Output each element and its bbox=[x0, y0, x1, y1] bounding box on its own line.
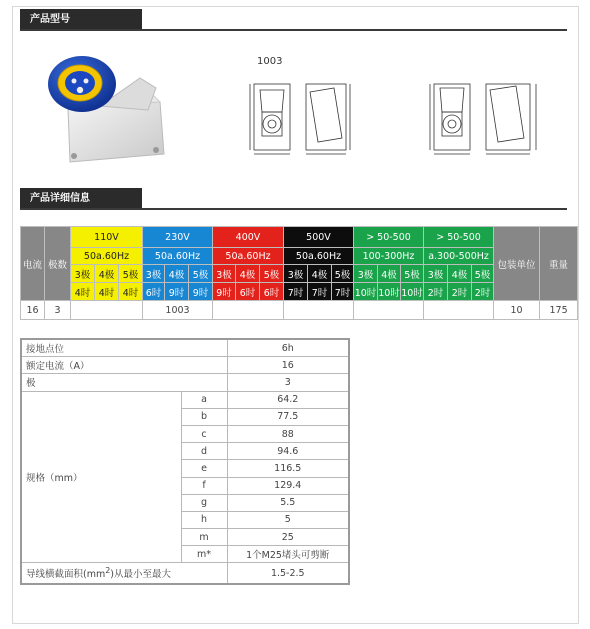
dim-key: d bbox=[181, 443, 227, 460]
section-divider bbox=[20, 208, 567, 210]
hour-cell: 6时 bbox=[236, 283, 260, 301]
freq-cell: 100-300Hz bbox=[354, 248, 424, 265]
dim-value: 116.5 bbox=[227, 460, 349, 477]
dim-value: 5 bbox=[227, 511, 349, 528]
hour-cell: 10时 bbox=[354, 283, 378, 301]
hour-cell: 10时 bbox=[378, 283, 401, 301]
spec-value-poles: 3 bbox=[227, 374, 349, 391]
hour-cell: 6时 bbox=[260, 283, 284, 301]
pole-cell: 5极 bbox=[189, 265, 213, 283]
voltage-400v: 400V bbox=[213, 227, 284, 248]
data-empty-cell bbox=[424, 301, 494, 320]
pole-cell: 4极 bbox=[308, 265, 332, 283]
header-poles: 极数 bbox=[45, 227, 71, 301]
dim-value: 77.5 bbox=[227, 408, 349, 425]
data-current: 16 bbox=[21, 301, 45, 320]
header-weight: 重量 bbox=[540, 227, 578, 301]
freq-cell: 50a.60Hz bbox=[71, 248, 143, 265]
freq-cell: 50a.60Hz bbox=[213, 248, 284, 265]
pole-cell: 4极 bbox=[236, 265, 260, 283]
voltage-230v: 230V bbox=[143, 227, 213, 248]
pole-cell: 4极 bbox=[378, 265, 401, 283]
hour-cell: 2时 bbox=[424, 283, 448, 301]
pole-cell: 5极 bbox=[472, 265, 494, 283]
hour-cell: 9时 bbox=[165, 283, 189, 301]
wire-label-pre: 导线横截面积(mm bbox=[26, 569, 106, 581]
section-title-detail: 产品详细信息 bbox=[20, 188, 142, 210]
freq-cell: 50a.60Hz bbox=[284, 248, 354, 265]
pole-cell: 3极 bbox=[354, 265, 378, 283]
freq-cell: 50a.60Hz bbox=[143, 248, 213, 265]
voltage-50-500-a: > 50-500 bbox=[354, 227, 424, 248]
spec-label-wire bbox=[21, 563, 227, 585]
technical-drawing-2 bbox=[424, 78, 554, 158]
spec-value-wire: 1.5-2.5 bbox=[227, 563, 349, 585]
hour-cell: 6时 bbox=[143, 283, 165, 301]
hour-cell: 2时 bbox=[472, 283, 494, 301]
spec-label-ground: 接地点位 bbox=[21, 339, 227, 357]
section-header-model bbox=[20, 9, 567, 31]
dim-key: b bbox=[181, 408, 227, 425]
voltage-110v: 110V bbox=[71, 227, 143, 248]
pole-cell: 4极 bbox=[165, 265, 189, 283]
pole-cell: 4极 bbox=[448, 265, 472, 283]
spec-value-ground: 6h bbox=[227, 339, 349, 357]
spec-table bbox=[20, 338, 350, 585]
dim-key: a bbox=[181, 391, 227, 408]
dim-key: c bbox=[181, 425, 227, 442]
pole-cell: 3极 bbox=[143, 265, 165, 283]
product-socket-image bbox=[40, 48, 168, 166]
hour-cell: 2时 bbox=[448, 283, 472, 301]
hour-cell: 4时 bbox=[71, 283, 95, 301]
pole-cell: 4极 bbox=[95, 265, 119, 283]
data-empty-cell bbox=[354, 301, 424, 320]
dim-value: 129.4 bbox=[227, 477, 349, 494]
data-model: 1003 bbox=[143, 301, 213, 320]
pole-cell: 5极 bbox=[332, 265, 354, 283]
dim-value: 25 bbox=[227, 529, 349, 546]
hour-cell: 4时 bbox=[95, 283, 119, 301]
wire-label-post: )从最小至最大 bbox=[110, 569, 171, 581]
hour-cell: 7时 bbox=[332, 283, 354, 301]
freq-cell: a.300-500Hz bbox=[424, 248, 494, 265]
pole-cell: 5极 bbox=[260, 265, 284, 283]
spec-label-poles: 极 bbox=[21, 374, 227, 391]
data-poles: 3 bbox=[45, 301, 71, 320]
dim-key: h bbox=[181, 511, 227, 528]
pole-cell: 5极 bbox=[119, 265, 143, 283]
data-empty-cell bbox=[71, 301, 143, 320]
dim-key: m* bbox=[181, 546, 227, 563]
section-title-model: 产品型号 bbox=[20, 9, 142, 31]
dim-value: 88 bbox=[227, 425, 349, 442]
hour-cell: 7时 bbox=[284, 283, 308, 301]
hour-cell: 4时 bbox=[119, 283, 143, 301]
wire-label-sup: 2 bbox=[105, 566, 111, 576]
dim-key: e bbox=[181, 460, 227, 477]
diagram-model-label: 1003 bbox=[257, 56, 283, 67]
dim-value: 94.6 bbox=[227, 443, 349, 460]
dim-key: m bbox=[181, 529, 227, 546]
pole-cell: 3极 bbox=[71, 265, 95, 283]
hour-cell: 10时 bbox=[401, 283, 424, 301]
hour-cell: 9时 bbox=[189, 283, 213, 301]
technical-drawing-1 bbox=[246, 78, 356, 158]
header-current: 电流 bbox=[21, 227, 45, 301]
dim-key: f bbox=[181, 477, 227, 494]
spec-value-current: 16 bbox=[227, 357, 349, 374]
product-detail-table bbox=[20, 226, 578, 320]
pole-cell: 3极 bbox=[213, 265, 236, 283]
header-package: 包装单位 bbox=[494, 227, 540, 301]
dim-value: 64.2 bbox=[227, 391, 349, 408]
data-package: 10 bbox=[494, 301, 540, 320]
pole-cell: 5极 bbox=[401, 265, 424, 283]
dim-value: 5.5 bbox=[227, 494, 349, 511]
hour-cell: 9时 bbox=[213, 283, 236, 301]
voltage-500v: 500V bbox=[284, 227, 354, 248]
voltage-50-500-b: > 50-500 bbox=[424, 227, 494, 248]
data-empty-cell bbox=[284, 301, 354, 320]
pole-cell: 3极 bbox=[424, 265, 448, 283]
data-weight: 175 bbox=[540, 301, 578, 320]
pole-cell: 3极 bbox=[284, 265, 308, 283]
dim-value: 1个M25堵头可剪断 bbox=[227, 546, 349, 563]
section-divider bbox=[20, 29, 567, 31]
dim-key: g bbox=[181, 494, 227, 511]
spec-label-dimensions: 规格（mm） bbox=[21, 391, 181, 563]
data-empty-cell bbox=[213, 301, 284, 320]
hour-cell: 7时 bbox=[308, 283, 332, 301]
spec-label-current: 额定电流（A） bbox=[21, 357, 227, 374]
section-header-detail bbox=[20, 188, 567, 210]
